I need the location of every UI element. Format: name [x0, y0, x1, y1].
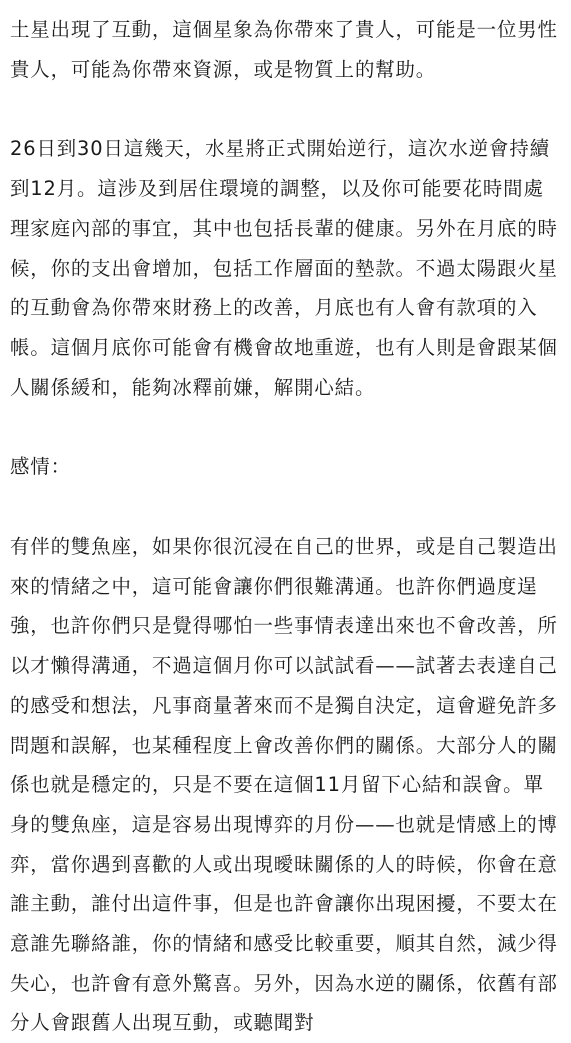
article-body	[10, 0, 563, 1043]
paragraph-love-forecast: 有伴的雙魚座，如果你很沉浸在自己的世界，或是自己製造出來的情緒之中，這可能會讓你們很難溝通。也許你們過度逞強，也許你們只是覺得哪怕一些事情表達出來也不會改善，所以才懶得溝通，不過這個月你可以試試看——試著去表達自己的感受和想法，凡事商量著來而不是獨自決定，這會避免許多問題和誤解，也某種程度上會改善你們的關係。大部分人的關係也就是穩定的，只是不要在這個11月留下心結和誤會。單身的雙魚座，這是容易出現博弈的月份——也就是情感上的博弈，當你遇到喜歡的人或出現曖昧關係的人的時候，你會在意誰主動，誰付出這件事，但是也許會讓你出現困擾，不要太在意誰先聯絡誰，你的情緒和感受比較重要，順其自然，減少得失心，也許會有意外驚喜。另外，因為水逆的關係，依舊有部分人會跟舊人出現互動，或聽聞對	[10, 535, 558, 1035]
paragraph-saturn-interaction: 土星出現了互動，這個星象為你帶來了貴人，可能是一位男性貴人，可能為你帶來資源，或是物質上的幫助。	[10, 18, 558, 81]
paragraph-mercury-retrograde: 26日到30日這幾天，水星將正式開始逆行，這次水逆會持續到12月。這涉及到居住環境的調整，以及你可能要花時間處理家庭內部的事宜，其中也包括長輩的健康。另外在月底的時候，你的支出會增加，包括工作層面的墊款。不過太陽跟火星的互動會為你帶來財務上的改善，月底也有人會有款項的入帳。這個月底你可能會有機會故地重遊，也有人則是會跟某個人關係緩和，能夠冰釋前嫌，解開心結。	[10, 137, 558, 399]
section-heading-love: 感情：	[10, 455, 71, 479]
